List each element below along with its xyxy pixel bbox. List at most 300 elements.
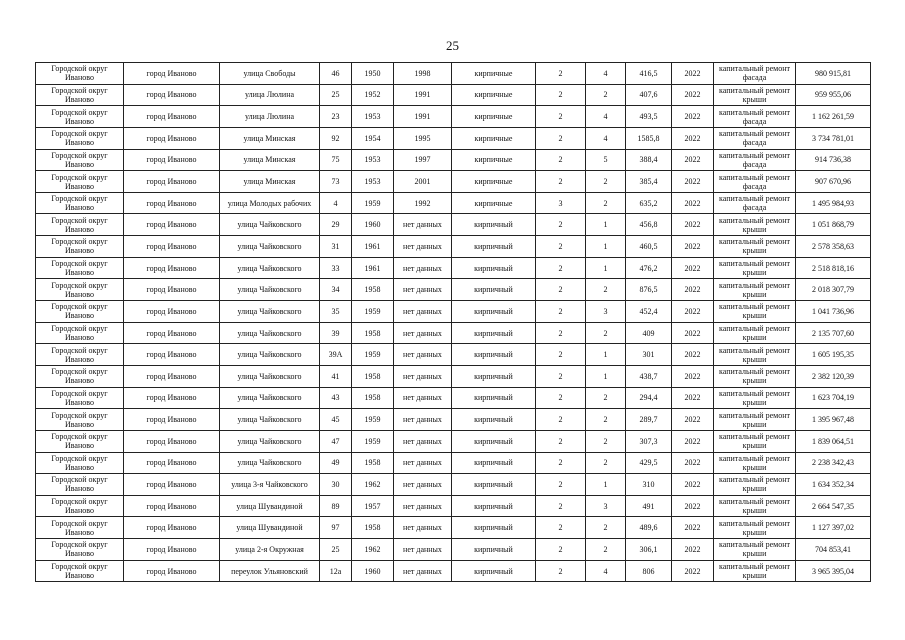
cell-work-type: капитальный ремонт крыши: [714, 344, 796, 366]
cell-district: Городской округ Иваново: [36, 409, 124, 431]
cell-house: 39: [320, 322, 352, 344]
cell-floors: 2: [536, 236, 586, 258]
cell-cost: 2 238 342,43: [796, 452, 871, 474]
cell-street: улица 3-я Чайковского: [220, 474, 320, 496]
cell-street: улица Чайковского: [220, 301, 320, 323]
cell-area: 493,5: [626, 106, 672, 128]
cell-entrances: 2: [586, 84, 626, 106]
cell-city: город Иваново: [124, 214, 220, 236]
cell-planned-year: 2022: [672, 171, 714, 193]
cell-year-built: 1958: [352, 517, 394, 539]
cell-entrances: 2: [586, 430, 626, 452]
cell-district: Городской округ Иваново: [36, 236, 124, 258]
cell-entrances: 3: [586, 301, 626, 323]
cell-cost: 1 839 064,51: [796, 430, 871, 452]
cell-city: город Иваново: [124, 171, 220, 193]
cell-city: город Иваново: [124, 409, 220, 431]
cell-entrances: 1: [586, 236, 626, 258]
cell-year-built: 1958: [352, 452, 394, 474]
cell-house: 35: [320, 301, 352, 323]
housing-repair-table: [35, 62, 871, 582]
table-row: [36, 539, 871, 561]
cell-entrances: 2: [586, 387, 626, 409]
cell-area: 306,1: [626, 539, 672, 561]
cell-entrances: 5: [586, 149, 626, 171]
cell-cost: 2 518 818,16: [796, 257, 871, 279]
table-row: [36, 192, 871, 214]
cell-cost: 1 395 967,48: [796, 409, 871, 431]
cell-city: город Иваново: [124, 301, 220, 323]
table-row: [36, 149, 871, 171]
cell-cost: 1 495 984,93: [796, 192, 871, 214]
cell-house: 73: [320, 171, 352, 193]
cell-wall-material: кирпичный: [452, 236, 536, 258]
cell-floors: 2: [536, 127, 586, 149]
cell-cost: 907 670,96: [796, 171, 871, 193]
cell-area: 635,2: [626, 192, 672, 214]
cell-entrances: 2: [586, 539, 626, 561]
cell-work-type: капитальный ремонт крыши: [714, 279, 796, 301]
cell-year-repair: нет данных: [394, 409, 452, 431]
cell-wall-material: кирпичный: [452, 517, 536, 539]
cell-city: город Иваново: [124, 149, 220, 171]
cell-district: Городской округ Иваново: [36, 474, 124, 496]
cell-cost: 1 051 868,79: [796, 214, 871, 236]
cell-year-built: 1957: [352, 495, 394, 517]
cell-floors: 2: [536, 430, 586, 452]
cell-wall-material: кирпичные: [452, 106, 536, 128]
table-row: [36, 279, 871, 301]
table-row: [36, 106, 871, 128]
cell-floors: 2: [536, 517, 586, 539]
cell-cost: 3 965 395,04: [796, 560, 871, 582]
cell-city: город Иваново: [124, 106, 220, 128]
cell-entrances: 2: [586, 171, 626, 193]
cell-street: улица Шувандиной: [220, 495, 320, 517]
cell-planned-year: 2022: [672, 344, 714, 366]
page-number: 25: [446, 38, 459, 53]
cell-entrances: 2: [586, 409, 626, 431]
cell-planned-year: 2022: [672, 63, 714, 85]
cell-floors: 2: [536, 409, 586, 431]
table-row: [36, 214, 871, 236]
cell-floors: 2: [536, 539, 586, 561]
cell-entrances: 2: [586, 279, 626, 301]
cell-year-built: 1959: [352, 430, 394, 452]
cell-planned-year: 2022: [672, 409, 714, 431]
cell-entrances: 1: [586, 474, 626, 496]
cell-city: город Иваново: [124, 127, 220, 149]
cell-cost: 1 162 261,59: [796, 106, 871, 128]
cell-year-built: 1962: [352, 474, 394, 496]
cell-work-type: капитальный ремонт крыши: [714, 214, 796, 236]
table-row: [36, 257, 871, 279]
cell-year-repair: нет данных: [394, 236, 452, 258]
cell-year-repair: нет данных: [394, 430, 452, 452]
table-row: [36, 409, 871, 431]
cell-year-built: 1962: [352, 539, 394, 561]
cell-wall-material: кирпичные: [452, 127, 536, 149]
cell-year-repair: 1991: [394, 84, 452, 106]
cell-work-type: капитальный ремонт фасада: [714, 106, 796, 128]
cell-house: 47: [320, 430, 352, 452]
cell-planned-year: 2022: [672, 322, 714, 344]
cell-wall-material: кирпичный: [452, 430, 536, 452]
cell-year-built: 1952: [352, 84, 394, 106]
cell-street: улица Чайковского: [220, 214, 320, 236]
cell-city: город Иваново: [124, 63, 220, 85]
cell-street: улица Чайковского: [220, 322, 320, 344]
cell-wall-material: кирпичный: [452, 452, 536, 474]
cell-year-repair: нет данных: [394, 301, 452, 323]
cell-house: 30: [320, 474, 352, 496]
cell-work-type: капитальный ремонт крыши: [714, 560, 796, 582]
cell-year-repair: нет данных: [394, 365, 452, 387]
table-row: [36, 301, 871, 323]
table-row: [36, 84, 871, 106]
cell-city: город Иваново: [124, 560, 220, 582]
cell-planned-year: 2022: [672, 474, 714, 496]
cell-work-type: капитальный ремонт крыши: [714, 236, 796, 258]
cell-area: 456,8: [626, 214, 672, 236]
cell-floors: 2: [536, 63, 586, 85]
cell-floors: 2: [536, 279, 586, 301]
cell-house: 31: [320, 236, 352, 258]
cell-district: Городской округ Иваново: [36, 127, 124, 149]
cell-district: Городской округ Иваново: [36, 106, 124, 128]
cell-street: улица Минская: [220, 127, 320, 149]
cell-entrances: 2: [586, 192, 626, 214]
cell-cost: 2 018 307,79: [796, 279, 871, 301]
cell-wall-material: кирпичный: [452, 322, 536, 344]
cell-entrances: 4: [586, 106, 626, 128]
cell-district: Городской округ Иваново: [36, 84, 124, 106]
cell-year-repair: 1991: [394, 106, 452, 128]
table-row: [36, 430, 871, 452]
cell-year-built: 1958: [352, 365, 394, 387]
cell-street: улица Чайковского: [220, 387, 320, 409]
cell-work-type: капитальный ремонт крыши: [714, 539, 796, 561]
cell-planned-year: 2022: [672, 236, 714, 258]
cell-district: Городской округ Иваново: [36, 192, 124, 214]
cell-street: улица Чайковского: [220, 236, 320, 258]
cell-entrances: 1: [586, 344, 626, 366]
cell-area: 310: [626, 474, 672, 496]
table-row: [36, 560, 871, 582]
cell-district: Городской округ Иваново: [36, 452, 124, 474]
cell-wall-material: кирпичный: [452, 214, 536, 236]
cell-planned-year: 2022: [672, 257, 714, 279]
cell-cost: 1 634 352,34: [796, 474, 871, 496]
cell-wall-material: кирпичный: [452, 539, 536, 561]
cell-year-built: 1959: [352, 301, 394, 323]
cell-district: Городской округ Иваново: [36, 495, 124, 517]
cell-wall-material: кирпичные: [452, 171, 536, 193]
cell-street: улица Минская: [220, 149, 320, 171]
cell-planned-year: 2022: [672, 560, 714, 582]
cell-district: Городской округ Иваново: [36, 63, 124, 85]
table-row: [36, 127, 871, 149]
cell-area: 307,3: [626, 430, 672, 452]
cell-year-repair: нет данных: [394, 322, 452, 344]
cell-cost: 2 382 120,39: [796, 365, 871, 387]
cell-work-type: капитальный ремонт крыши: [714, 365, 796, 387]
table-row: [36, 171, 871, 193]
cell-floors: 2: [536, 387, 586, 409]
cell-year-built: 1959: [352, 344, 394, 366]
cell-planned-year: 2022: [672, 539, 714, 561]
cell-house: 41: [320, 365, 352, 387]
cell-wall-material: кирпичный: [452, 257, 536, 279]
cell-city: город Иваново: [124, 365, 220, 387]
cell-street: улица Чайковского: [220, 257, 320, 279]
cell-year-repair: 1995: [394, 127, 452, 149]
cell-house: 4: [320, 192, 352, 214]
cell-wall-material: кирпичный: [452, 495, 536, 517]
cell-year-repair: 1997: [394, 149, 452, 171]
cell-cost: 1 127 397,02: [796, 517, 871, 539]
cell-cost: 1 623 704,19: [796, 387, 871, 409]
cell-planned-year: 2022: [672, 192, 714, 214]
cell-city: город Иваново: [124, 84, 220, 106]
table-row: [36, 322, 871, 344]
cell-year-built: 1954: [352, 127, 394, 149]
cell-entrances: 2: [586, 322, 626, 344]
cell-district: Городской округ Иваново: [36, 301, 124, 323]
cell-cost: 2 664 547,35: [796, 495, 871, 517]
cell-year-built: 1950: [352, 63, 394, 85]
table-row: [36, 63, 871, 85]
cell-year-built: 1958: [352, 387, 394, 409]
cell-year-repair: 1992: [394, 192, 452, 214]
cell-wall-material: кирпичные: [452, 149, 536, 171]
cell-area: 876,5: [626, 279, 672, 301]
cell-cost: 1 605 195,35: [796, 344, 871, 366]
cell-floors: 2: [536, 106, 586, 128]
cell-planned-year: 2022: [672, 452, 714, 474]
cell-entrances: 1: [586, 257, 626, 279]
cell-entrances: 4: [586, 63, 626, 85]
cell-district: Городской округ Иваново: [36, 387, 124, 409]
cell-city: город Иваново: [124, 322, 220, 344]
cell-year-repair: нет данных: [394, 495, 452, 517]
cell-area: 409: [626, 322, 672, 344]
table-row: [36, 365, 871, 387]
cell-street: улица Чайковского: [220, 452, 320, 474]
cell-cost: 914 736,38: [796, 149, 871, 171]
cell-wall-material: кирпичные: [452, 192, 536, 214]
cell-street: переулок Ульяновский: [220, 560, 320, 582]
cell-wall-material: кирпичный: [452, 365, 536, 387]
cell-city: город Иваново: [124, 452, 220, 474]
cell-city: город Иваново: [124, 344, 220, 366]
table-row: [36, 387, 871, 409]
cell-street: улица Свободы: [220, 63, 320, 85]
cell-floors: 2: [536, 84, 586, 106]
cell-work-type: капитальный ремонт фасада: [714, 63, 796, 85]
cell-house: 25: [320, 84, 352, 106]
cell-wall-material: кирпичный: [452, 474, 536, 496]
cell-house: 39А: [320, 344, 352, 366]
cell-year-repair: нет данных: [394, 539, 452, 561]
cell-street: улица Чайковского: [220, 279, 320, 301]
cell-work-type: капитальный ремонт крыши: [714, 301, 796, 323]
cell-area: 407,6: [626, 84, 672, 106]
cell-year-repair: нет данных: [394, 560, 452, 582]
cell-wall-material: кирпичный: [452, 409, 536, 431]
cell-year-repair: 2001: [394, 171, 452, 193]
cell-area: 491: [626, 495, 672, 517]
cell-street: улица 2-я Окружная: [220, 539, 320, 561]
cell-work-type: капитальный ремонт фасада: [714, 149, 796, 171]
cell-year-built: 1953: [352, 106, 394, 128]
cell-district: Городской округ Иваново: [36, 149, 124, 171]
cell-cost: 959 955,06: [796, 84, 871, 106]
cell-area: 806: [626, 560, 672, 582]
cell-house: 97: [320, 517, 352, 539]
cell-year-repair: 1998: [394, 63, 452, 85]
cell-work-type: капитальный ремонт крыши: [714, 322, 796, 344]
table-row: [36, 452, 871, 474]
cell-entrances: 1: [586, 214, 626, 236]
cell-work-type: капитальный ремонт крыши: [714, 517, 796, 539]
cell-wall-material: кирпичные: [452, 63, 536, 85]
cell-year-repair: нет данных: [394, 279, 452, 301]
cell-city: город Иваново: [124, 474, 220, 496]
cell-planned-year: 2022: [672, 149, 714, 171]
cell-year-repair: нет данных: [394, 214, 452, 236]
cell-floors: 2: [536, 257, 586, 279]
cell-year-repair: нет данных: [394, 387, 452, 409]
cell-district: Городской округ Иваново: [36, 214, 124, 236]
cell-year-built: 1959: [352, 192, 394, 214]
cell-house: 25: [320, 539, 352, 561]
cell-year-repair: нет данных: [394, 257, 452, 279]
cell-house: 75: [320, 149, 352, 171]
cell-entrances: 4: [586, 127, 626, 149]
cell-street: улица Чайковского: [220, 409, 320, 431]
cell-house: 33: [320, 257, 352, 279]
cell-area: 452,4: [626, 301, 672, 323]
cell-city: город Иваново: [124, 430, 220, 452]
cell-work-type: капитальный ремонт фасада: [714, 192, 796, 214]
cell-work-type: капитальный ремонт крыши: [714, 474, 796, 496]
cell-wall-material: кирпичный: [452, 301, 536, 323]
cell-area: 460,5: [626, 236, 672, 258]
cell-entrances: 3: [586, 495, 626, 517]
cell-street: улица Минская: [220, 171, 320, 193]
cell-area: 438,7: [626, 365, 672, 387]
cell-planned-year: 2022: [672, 301, 714, 323]
cell-district: Городской округ Иваново: [36, 171, 124, 193]
cell-year-repair: нет данных: [394, 474, 452, 496]
cell-house: 23: [320, 106, 352, 128]
cell-city: город Иваново: [124, 192, 220, 214]
cell-year-built: 1953: [352, 149, 394, 171]
cell-work-type: капитальный ремонт крыши: [714, 409, 796, 431]
cell-house: 29: [320, 214, 352, 236]
table-row: [36, 236, 871, 258]
cell-year-built: 1958: [352, 322, 394, 344]
cell-district: Городской округ Иваново: [36, 257, 124, 279]
cell-entrances: 2: [586, 452, 626, 474]
cell-year-built: 1953: [352, 171, 394, 193]
cell-district: Городской округ Иваново: [36, 430, 124, 452]
cell-district: Городской округ Иваново: [36, 560, 124, 582]
cell-work-type: капитальный ремонт фасада: [714, 171, 796, 193]
cell-house: 89: [320, 495, 352, 517]
cell-floors: 2: [536, 214, 586, 236]
cell-wall-material: кирпичные: [452, 84, 536, 106]
cell-city: город Иваново: [124, 539, 220, 561]
cell-year-built: 1960: [352, 560, 394, 582]
table-row: [36, 344, 871, 366]
cell-wall-material: кирпичный: [452, 560, 536, 582]
cell-street: улица Чайковского: [220, 344, 320, 366]
cell-entrances: 2: [586, 517, 626, 539]
table-row: [36, 474, 871, 496]
cell-district: Городской округ Иваново: [36, 279, 124, 301]
cell-cost: 2 135 707,60: [796, 322, 871, 344]
cell-entrances: 1: [586, 365, 626, 387]
cell-cost: 3 734 781,01: [796, 127, 871, 149]
cell-work-type: капитальный ремонт крыши: [714, 452, 796, 474]
cell-area: 385,4: [626, 171, 672, 193]
cell-planned-year: 2022: [672, 365, 714, 387]
cell-area: 1585,8: [626, 127, 672, 149]
cell-cost: 704 853,41: [796, 539, 871, 561]
cell-district: Городской округ Иваново: [36, 517, 124, 539]
table-row: [36, 495, 871, 517]
cell-district: Городской округ Иваново: [36, 365, 124, 387]
cell-house: 43: [320, 387, 352, 409]
cell-area: 416,5: [626, 63, 672, 85]
cell-cost: 2 578 358,63: [796, 236, 871, 258]
cell-planned-year: 2022: [672, 387, 714, 409]
cell-planned-year: 2022: [672, 517, 714, 539]
cell-street: улица Люлина: [220, 106, 320, 128]
cell-planned-year: 2022: [672, 214, 714, 236]
cell-work-type: капитальный ремонт крыши: [714, 387, 796, 409]
cell-house: 12а: [320, 560, 352, 582]
cell-year-repair: нет данных: [394, 452, 452, 474]
cell-district: Городской округ Иваново: [36, 344, 124, 366]
cell-floors: 2: [536, 322, 586, 344]
cell-floors: 2: [536, 301, 586, 323]
cell-city: город Иваново: [124, 279, 220, 301]
cell-house: 92: [320, 127, 352, 149]
cell-floors: 2: [536, 344, 586, 366]
cell-area: 301: [626, 344, 672, 366]
cell-year-repair: нет данных: [394, 344, 452, 366]
cell-year-built: 1959: [352, 409, 394, 431]
cell-planned-year: 2022: [672, 495, 714, 517]
cell-year-built: 1960: [352, 214, 394, 236]
cell-house: 46: [320, 63, 352, 85]
cell-cost: 980 915,81: [796, 63, 871, 85]
cell-work-type: капитальный ремонт крыши: [714, 495, 796, 517]
cell-planned-year: 2022: [672, 127, 714, 149]
cell-floors: 2: [536, 495, 586, 517]
table-body: [36, 63, 871, 582]
cell-area: 294,4: [626, 387, 672, 409]
cell-city: город Иваново: [124, 387, 220, 409]
cell-work-type: капитальный ремонт крыши: [714, 430, 796, 452]
cell-district: Городской округ Иваново: [36, 539, 124, 561]
cell-floors: 2: [536, 171, 586, 193]
table-row: [36, 517, 871, 539]
cell-floors: 2: [536, 149, 586, 171]
